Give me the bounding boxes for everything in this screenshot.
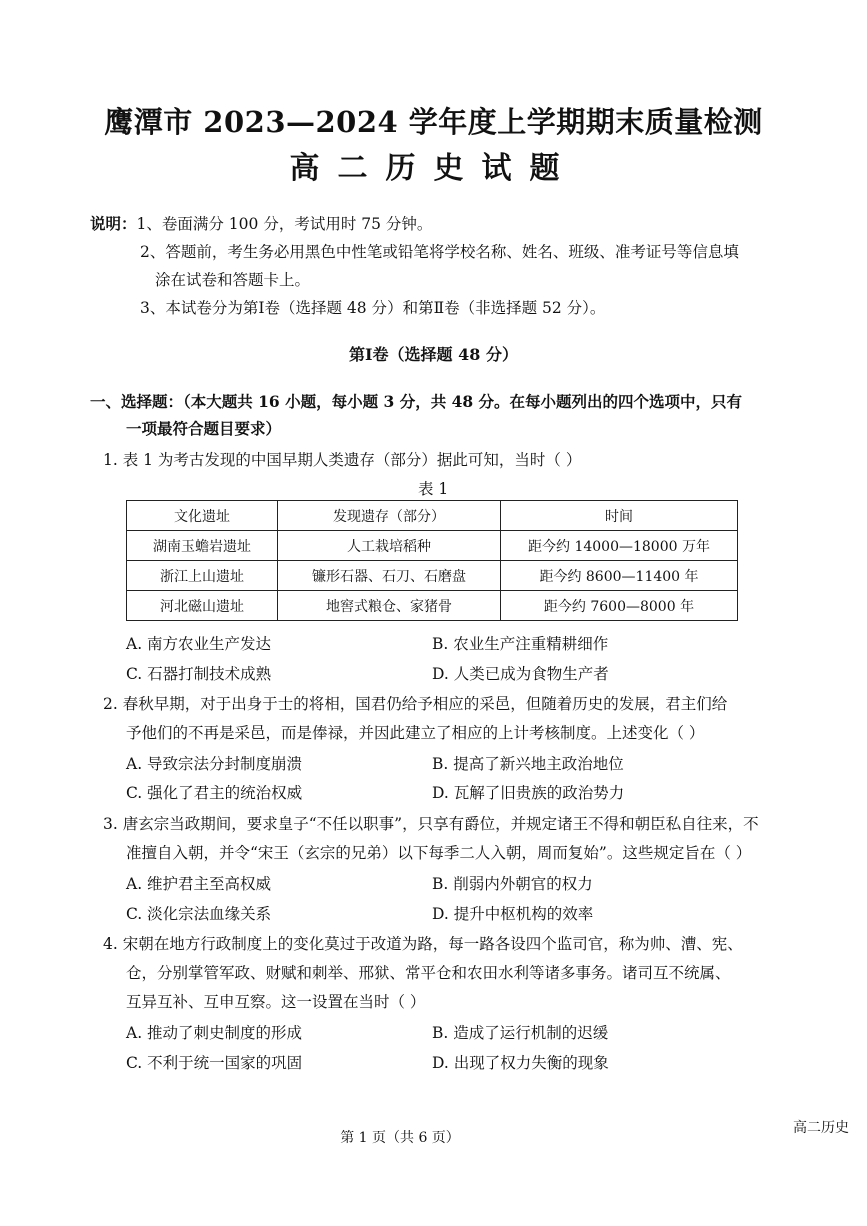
- note-3: 3、本试卷分为第Ⅰ卷（选择题 48 分）和第Ⅱ卷（非选择题 52 分）。: [140, 299, 606, 317]
- q4-option-b: B. 造成了运行机制的迟缓: [432, 1024, 609, 1042]
- q2-option-d: D. 瓦解了旧贵族的政治势力: [432, 784, 625, 802]
- section-heading-a: 一、选择题：（本大题共 16 小题，每小题 3 分，共 48 分。在每小题列出的四个选项中，只有: [90, 392, 743, 411]
- table-cell: 浙江上山遗址: [127, 561, 278, 591]
- q3-option-b: B. 削弱内外朝官的权力: [432, 875, 593, 893]
- q4-option-c: C. 不利于统一国家的巩固: [126, 1054, 303, 1072]
- q4-line-3: 互异互补、互申互察。这一设置在当时（ ）: [126, 993, 426, 1011]
- q2-option-b: B. 提高了新兴地主政治地位: [432, 755, 624, 773]
- q4-option-a: A. 推动了刺史制度的形成: [126, 1024, 303, 1042]
- table-1: [126, 500, 738, 621]
- q2-line-1: 2. 春秋早期，对于出身于士的将相，国君仍给予相应的采邑，但随着历史的发展，君主们给: [103, 695, 728, 713]
- exam-subtitle: 高二历史试题: [289, 151, 578, 186]
- q3-option-d: D. 提升中枢机构的效率: [432, 905, 594, 923]
- q3-option-a: A. 维护君主至高权威: [126, 875, 272, 893]
- notes-label: [90, 212, 432, 234]
- q4-option-d: D. 出现了权力失衡的现象: [432, 1054, 609, 1072]
- note-1: 1、卷面满分 100 分，考试用时 75 分钟。: [136, 215, 433, 233]
- table-row: [127, 531, 738, 561]
- q3-option-c: C. 淡化宗法血缘关系: [126, 905, 272, 923]
- footer-header-right: 高二历史: [793, 1120, 849, 1136]
- table-cell: 地窖式粮仓、家猪骨: [278, 591, 501, 621]
- exam-title: 鹰潭市 2023—2024 学年度上学期期末质量检测: [104, 105, 763, 139]
- q1-option-b: B. 农业生产注重精耕细作: [432, 635, 609, 653]
- table-header-cell: 发现遗存（部分）: [278, 501, 501, 531]
- note-2b: 涂在试卷和答题卡上。: [155, 271, 311, 289]
- table-cell: 距今约 8600—11400 年: [501, 561, 738, 591]
- table-cell: 距今约 14000—18000 万年: [501, 531, 738, 561]
- note-2a: 2、答题前，考生务必用黑色中性笔或铅笔将学校名称、姓名、班级、准考证号等信息填: [140, 243, 739, 261]
- table-header-cell: 文化遗址: [127, 501, 278, 531]
- table-caption: 表 1: [418, 480, 449, 498]
- q1-option-c: C. 石器打制技术成熟: [126, 665, 272, 683]
- q2-option-a: A. 导致宗法分封制度崩溃: [126, 755, 303, 773]
- q2-line-2: 予他们的不再是采邑，而是俸禄，并因此建立了相应的上计考核制度。上述变化（ ）: [126, 724, 705, 742]
- table-row: [127, 591, 738, 621]
- q1-stem: 1. 表 1 为考古发现的中国早期人类遗存（部分）据此可知，当时（ ）: [103, 451, 582, 469]
- table-cell: 河北磁山遗址: [127, 591, 278, 621]
- q4-line-2: 仓，分别掌管军政、财赋和刺举、邢狱、常平仓和农田水利等诸多事务。诸司互不统属、: [126, 964, 731, 982]
- table-header-cell: 时间: [501, 501, 738, 531]
- table-cell: 镰形石器、石刀、石磨盘: [278, 561, 501, 591]
- section-heading-b: 一项最符合题目要求）: [126, 419, 282, 438]
- table-header-row: [127, 501, 738, 531]
- q3-line-1: 3. 唐玄宗当政期间，要求皇子“不任以职事”，只享有爵位，并规定诸王不得和朝臣私自往来，不: [103, 815, 759, 833]
- q1-option-d: D. 人类已成为食物生产者: [432, 665, 609, 683]
- table-cell: 距今约 7600—8000 年: [501, 591, 738, 621]
- table-cell: 湖南玉蟾岩遗址: [127, 531, 278, 561]
- page-number: 第 1 页（共 6 页）: [340, 1130, 460, 1146]
- section-title: 第Ⅰ卷（选择题 48 分）: [349, 345, 518, 364]
- notes-label-text: 说明：: [90, 214, 137, 233]
- q1-option-a: A. 南方农业生产发达: [126, 635, 272, 653]
- q4-line-1: 4. 宋朝在地方行政制度上的变化莫过于改道为路，每一路各设四个监司官，称为帅、漕、宪、: [103, 935, 743, 953]
- table-row: [127, 561, 738, 591]
- q2-option-c: C. 强化了君主的统治权威: [126, 784, 303, 802]
- table-cell: 人工栽培稻种: [278, 531, 501, 561]
- q3-line-2: 准擅自入朝，并令“宋王（玄宗的兄弟）以下每季二人入朝，周而复始”。这些规定旨在（ ）: [126, 844, 752, 862]
